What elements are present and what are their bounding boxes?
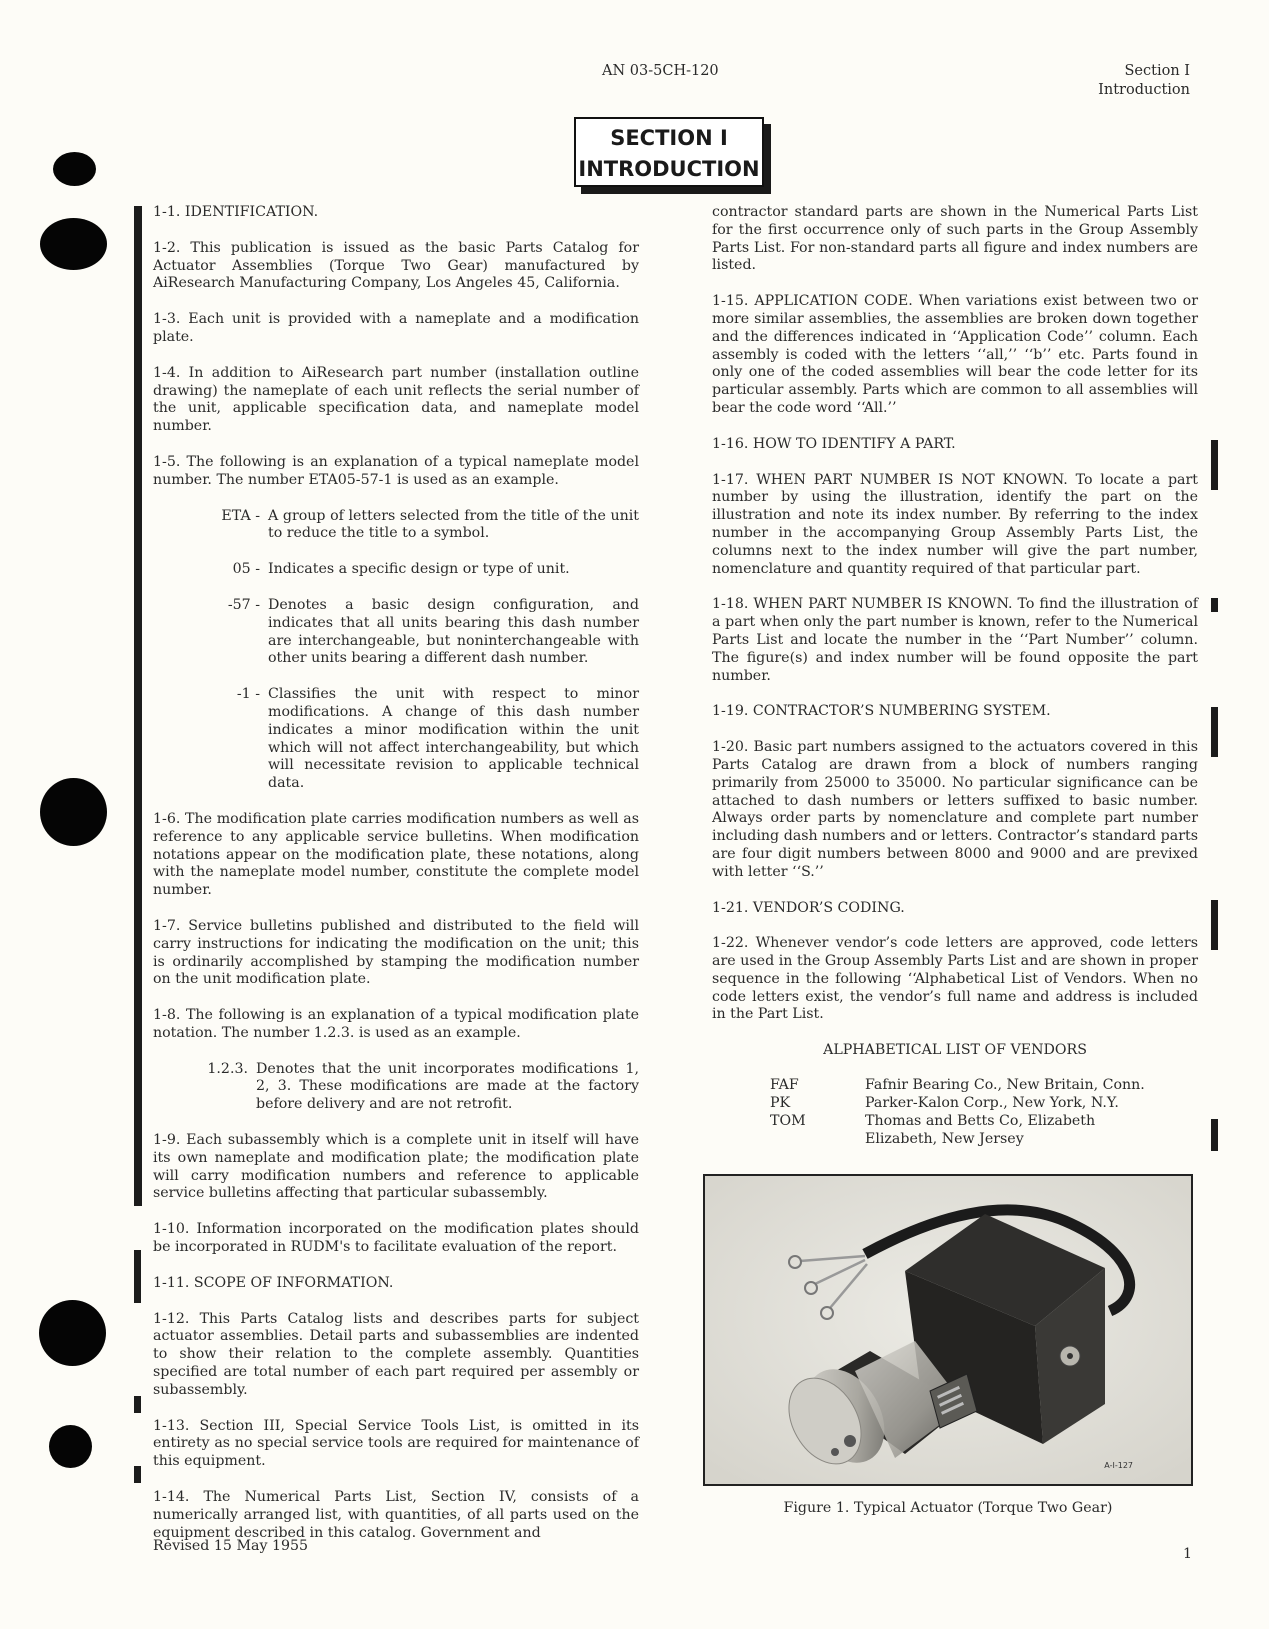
definition-item <box>153 1061 639 1114</box>
paragraph-1-2: 1-2. This publication is issued as the basic Parts Catalog for Actuator Assemblies (Torque Two Gear) manufactured by AiResearch Manufacturing Company, Los Angeles 45, California. <box>153 239 639 292</box>
change-bar <box>1211 900 1218 950</box>
actuator-illustration <box>705 1176 1191 1484</box>
change-bar <box>134 206 142 1206</box>
paragraph-1-15: 1-15. APPLICATION CODE. When variations exist between two or more similar assemblies, the assemblies are broken down together and the differences indicated in ‘‘Application Code’’ column. Each assembly is coded with the letters ‘‘all,’’ ‘‘b’’ etc. Parts found in only one of the coded assemblies will bear the code letter for its particular assembly. Parts which are common to all assemblies will bear the code word ‘‘All.’’ <box>712 293 1198 416</box>
section-title-line2: INTRODUCTION <box>578 157 760 181</box>
actuator-photo <box>703 1174 1193 1486</box>
change-bar <box>134 1250 141 1303</box>
definition-desc: Classifies the unit with respect to minor modifications. A change of this dash number indicates a minor modification within the unit which will not affect interchangeability, but which will necessitate revision to applicable technical data. <box>268 686 639 792</box>
paragraph-1-12: 1-12. This Parts Catalog lists and describes parts for subject actuator assemblies. Detail parts and subassemblies are indented to show their relation to the complete assembly. Quantities specified are total number of each part required per assembly or subassembly. <box>153 1310 639 1398</box>
definition-term: 1.2.3. <box>207 1060 248 1077</box>
vendor-name: Fafnir Bearing Co., New Britain, Conn. <box>865 1077 1145 1094</box>
definition-desc: A group of letters selected from the title of the unit to reduce the title to a symbol. <box>268 507 639 542</box>
paragraph-1-6: 1-6. The modification plate carries modification numbers as well as reference to any applicable service bulletins. When modification notations appear on the modification plate, these notations, along with the nameplate model number, constitute the complete model number. <box>153 810 639 899</box>
paragraph-1-18: 1-18. WHEN PART NUMBER IS KNOWN. To find the illustration of a part when only the part number is known, refer to the Numerical Parts List and locate the number in the ‘‘Part Number’’ column. The figure(s) and index number will be found opposite the part number. <box>712 596 1198 684</box>
paragraph-1-4: 1-4. In addition to AiResearch part number (installation outline drawing) the nameplate of each unit reflects the serial number of the unit, applicable specification data, and nameplate model number. <box>153 364 639 435</box>
paragraph-1-14: 1-14. The Numerical Parts List, Section IV, consists of a numerically arranged list, with quantities, of all parts used on the equipment described in this catalog. Government and <box>153 1489 639 1541</box>
section-title-box <box>574 117 764 187</box>
vendor-code: PK <box>770 1095 791 1112</box>
punch-hole <box>39 1300 106 1366</box>
paragraph-1-5: 1-5. The following is an explanation of a typical nameplate model number. The number ETA05-57-1 is used as an example. <box>153 453 639 488</box>
document-number: AN 03-5CH-120 <box>602 63 719 79</box>
change-bar <box>1211 1119 1218 1151</box>
paragraph-1-20: 1-20. Basic part numbers assigned to the actuators covered in this Parts Catalog are drawn from a block of numbers ranging primarily from 25000 to 35000. No particular significance can be attached to dash numbers or letters suffixed to basic number. Always order parts by nomenclature and complete part number including dash numbers and or letters. Contractor’s standard parts are four digit numbers between 8000 and 9000 and are previxed with letter ‘‘S.’’ <box>712 739 1198 880</box>
paragraph-1-22: 1-22. Whenever vendor’s code letters are approved, code letters are used in the Group Assembly Parts List and are shown in proper sequence in the following ‘‘Alphabetical List of Vendors. When no code letters exist, the vendor’s full name and address is included in the Part List. <box>712 935 1198 1023</box>
vendor-name: Parker-Kalon Corp., New York, N.Y. <box>865 1095 1119 1112</box>
section-label: Section I <box>1124 63 1190 79</box>
change-bar <box>134 1396 141 1413</box>
revision-date: Revised 15 May 1955 <box>153 1538 309 1554</box>
paragraph-1-7: 1-7. Service bulletins published and distributed to the field will carry instructions for indicating the modification on the unit; this is ordinarily accomplished by stamping the modification number on the unit modification plate. <box>153 917 639 988</box>
definition-desc: Indicates a specific design or type of unit. <box>268 561 570 578</box>
punch-hole <box>53 152 96 186</box>
vendor-code: FAF <box>770 1077 799 1094</box>
change-bar <box>1211 598 1218 612</box>
vendors-list <box>712 1076 1198 1148</box>
definition-term: ETA - <box>221 507 260 524</box>
model-number-definitions <box>153 508 639 793</box>
vendor-row <box>712 1112 1198 1130</box>
vendor-row <box>712 1076 1198 1094</box>
definition-item <box>153 561 639 579</box>
vendor-code: TOM <box>770 1113 806 1130</box>
change-bar <box>1211 440 1218 490</box>
paragraph-1-3: 1-3. Each unit is provided with a nameplate and a modification plate. <box>153 311 639 345</box>
vendor-name: Thomas and Betts Co, Elizabeth <box>865 1113 1096 1130</box>
change-bar <box>1211 707 1218 757</box>
paragraph-1-11-heading: 1-11. SCOPE OF INFORMATION. <box>153 1274 394 1291</box>
definition-item <box>153 508 639 544</box>
definition-desc: Denotes a basic design configuration, and indicates that all units bearing this dash number are interchangeable, but noninterchangeable with other units bearing a different dash number. <box>268 596 639 667</box>
figure-image-code: A-I-127 <box>1104 1461 1133 1470</box>
right-column <box>712 204 1198 1148</box>
vendor-row <box>712 1130 1198 1148</box>
paragraph-1-14-continued: contractor standard parts are shown in the Numerical Parts List for the first occurrence only of such parts in the Group Assembly Parts List. For non-standard parts all figure and index numbers are listed. <box>712 204 1198 274</box>
definition-term: 05 - <box>232 561 260 578</box>
definition-desc: Denotes that the unit incorporates modifications 1, 2, 3. These modifications are made at the factory before delivery and are not retrofit. <box>256 1060 639 1113</box>
definition-term: -57 - <box>227 596 260 613</box>
left-column <box>153 204 639 1560</box>
punch-hole <box>49 1425 92 1468</box>
section-title-line1: SECTION I <box>610 126 728 150</box>
section-name: Introduction <box>1098 82 1190 98</box>
vendor-row <box>712 1094 1198 1112</box>
running-header <box>1060 62 1190 100</box>
paragraph-1-8: 1-8. The following is an explanation of a typical modification plate notation. The number 1.2.3. is used as an example. <box>153 1007 639 1041</box>
vendors-list-title: ALPHABETICAL LIST OF VENDORS <box>823 1042 1087 1059</box>
paragraph-1-1-heading: 1-1. IDENTIFICATION. <box>153 204 319 220</box>
definition-term: -1 - <box>236 686 260 703</box>
paragraph-1-19-heading: 1-19. CONTRACTOR’S NUMBERING SYSTEM. <box>712 703 1051 720</box>
paragraph-1-16-heading: 1-16. HOW TO IDENTIFY A PART. <box>712 435 956 452</box>
definition-item <box>153 597 639 668</box>
paragraph-1-13: 1-13. Section III, Special Service Tools List, is omitted in its entirety as no special service tools are required for maintenance of this equipment. <box>153 1417 639 1470</box>
paragraph-1-21-heading: 1-21. VENDOR’S CODING. <box>712 899 905 916</box>
change-bar <box>134 1466 141 1483</box>
paragraph-1-10: 1-10. Information incorporated on the modification plates should be incorporated in RUDM's to facilitate evaluation of the report. <box>153 1221 639 1256</box>
definition-item <box>153 686 639 793</box>
figure-caption: Figure 1. Typical Actuator (Torque Two Gear) <box>783 1500 1113 1516</box>
vendor-code <box>712 1130 865 1148</box>
paragraph-1-17: 1-17. WHEN PART NUMBER IS NOT KNOWN. To locate a part number by using the illustration, identify the part on the illustration and note its index number. By referring to the index number in the accompanying Group Assembly Parts List, the columns next to the index number will give the part number, nomenclature and quantity required of that particular part. <box>712 471 1198 577</box>
punch-hole <box>40 218 107 270</box>
punch-hole <box>40 778 107 846</box>
vendor-name: Elizabeth, New Jersey <box>865 1131 1024 1148</box>
paragraph-1-9: 1-9. Each subassembly which is a complete unit in itself will have its own nameplate and modification plate; the modification plate will carry modification numbers and reference to applicable service bulletins affecting that particular subassembly. <box>153 1132 639 1202</box>
modification-definitions <box>153 1061 639 1114</box>
page-number: 1 <box>1183 1546 1193 1562</box>
